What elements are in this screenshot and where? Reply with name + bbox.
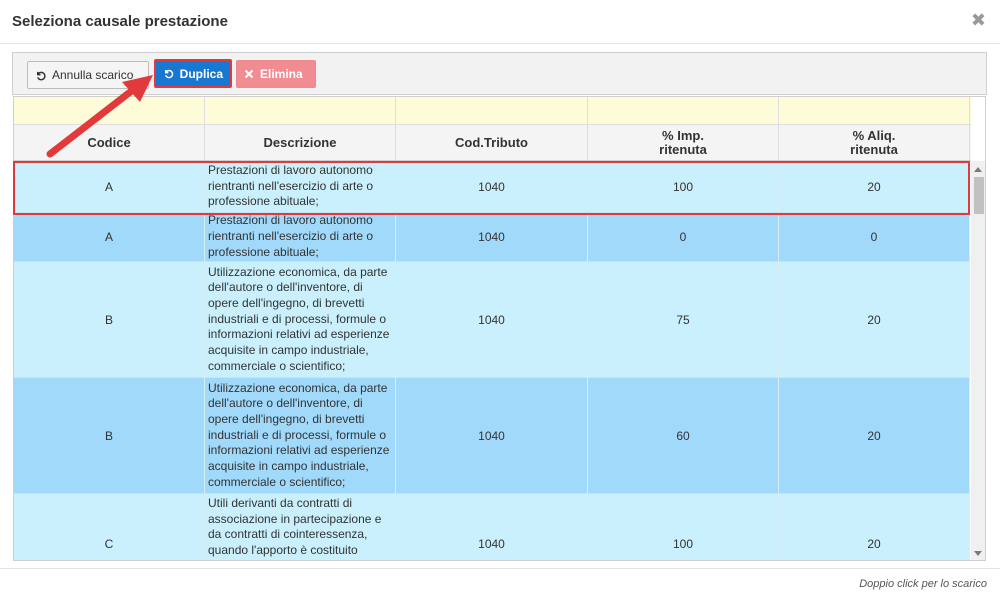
- dialog-title: Seleziona causale prestazione: [12, 13, 228, 30]
- filter-cell[interactable]: [588, 97, 779, 124]
- cell-descrizione: Utilizzazione economica, da parte dell'autore o dell'inventore, di opere dell'ingegno, di brevetti industriali e di processi, formule o informazioni relativi ad esperienze acquisite in campo industriale, commerciale o scientifico;: [205, 262, 396, 377]
- table-row[interactable]: [14, 262, 970, 378]
- scroll-thumb[interactable]: [974, 177, 984, 214]
- cell-imp-ritenuta: 0: [588, 213, 779, 261]
- cell-descrizione: Utilizzazione economica, da parte dell'autore o dell'inventore, di opere dell'ingegno, di brevetti industriali e di processi, formule o informazioni relativi ad esperienze acquisite in campo industriale, commerciale o scientifico;: [205, 378, 396, 493]
- cell-descrizione: Prestazioni di lavoro autonomo rientranti nell'esercizio di arte o professione abituale;: [205, 161, 396, 212]
- footer-hint: Doppio click per lo scarico: [859, 578, 987, 590]
- table-row[interactable]: [14, 378, 970, 494]
- cell-descrizione: Utili derivanti da contratti di associazione in partecipazione e da contratti di cointeressenza, quando l'apporto è costituito: [205, 494, 396, 561]
- cell-cod-tributo: 1040: [396, 213, 588, 261]
- grid-body: [14, 161, 971, 561]
- scroll-up-icon[interactable]: [974, 167, 982, 172]
- data-grid: [13, 96, 986, 561]
- cell-cod-tributo: 1040: [396, 262, 588, 377]
- elimina-button[interactable]: [236, 60, 316, 88]
- cell-codice: A: [14, 213, 205, 261]
- duplica-label: Duplica: [179, 66, 223, 81]
- column-header-cod-tributo[interactable]: Cod.Tributo: [396, 125, 588, 160]
- column-header-aliq-ritenuta[interactable]: % Aliq. ritenuta: [779, 125, 970, 160]
- cell-cod-tributo: 1040: [396, 494, 588, 561]
- column-header-descrizione[interactable]: Descrizione: [205, 125, 396, 160]
- undo-icon: [163, 68, 174, 79]
- vertical-scrollbar[interactable]: [971, 161, 986, 561]
- cell-imp-ritenuta: 100: [588, 161, 779, 212]
- cell-aliq-ritenuta: 20: [779, 161, 970, 212]
- filter-cell[interactable]: [205, 97, 396, 124]
- table-row[interactable]: [14, 161, 970, 213]
- cell-imp-ritenuta: 75: [588, 262, 779, 377]
- dialog-header: [0, 0, 1000, 44]
- close-icon: [244, 69, 254, 79]
- annotation-arrow-icon: [40, 70, 160, 165]
- cell-codice: B: [14, 262, 205, 377]
- table-row[interactable]: [14, 494, 970, 561]
- cell-imp-ritenuta: 100: [588, 494, 779, 561]
- cell-aliq-ritenuta: 20: [779, 494, 970, 561]
- cell-codice: C: [14, 494, 205, 561]
- cell-descrizione: Prestazioni di lavoro autonomo rientranti nell'esercizio di arte o professione abituale;: [205, 213, 396, 261]
- column-header-imp-ritenuta[interactable]: % Imp. ritenuta: [588, 125, 779, 160]
- cell-aliq-ritenuta: 20: [779, 262, 970, 377]
- annulla-scarico-label: Annulla scarico: [52, 68, 134, 82]
- filter-cell[interactable]: [779, 97, 970, 124]
- scroll-down-icon[interactable]: [974, 551, 982, 556]
- filter-cell[interactable]: [396, 97, 588, 124]
- close-icon[interactable]: ✖: [970, 10, 986, 30]
- dialog-footer: [0, 568, 1000, 599]
- cell-cod-tributo: 1040: [396, 378, 588, 493]
- cell-aliq-ritenuta: 20: [779, 378, 970, 493]
- cell-imp-ritenuta: 60: [588, 378, 779, 493]
- cell-cod-tributo: 1040: [396, 161, 588, 212]
- column-header-codice[interactable]: Codice: [14, 125, 205, 160]
- duplica-button[interactable]: [154, 59, 232, 88]
- cell-codice: B: [14, 378, 205, 493]
- cell-aliq-ritenuta: 0: [779, 213, 970, 261]
- elimina-label: Elimina: [260, 67, 303, 81]
- table-row[interactable]: [14, 213, 970, 262]
- cell-codice: A: [14, 161, 205, 212]
